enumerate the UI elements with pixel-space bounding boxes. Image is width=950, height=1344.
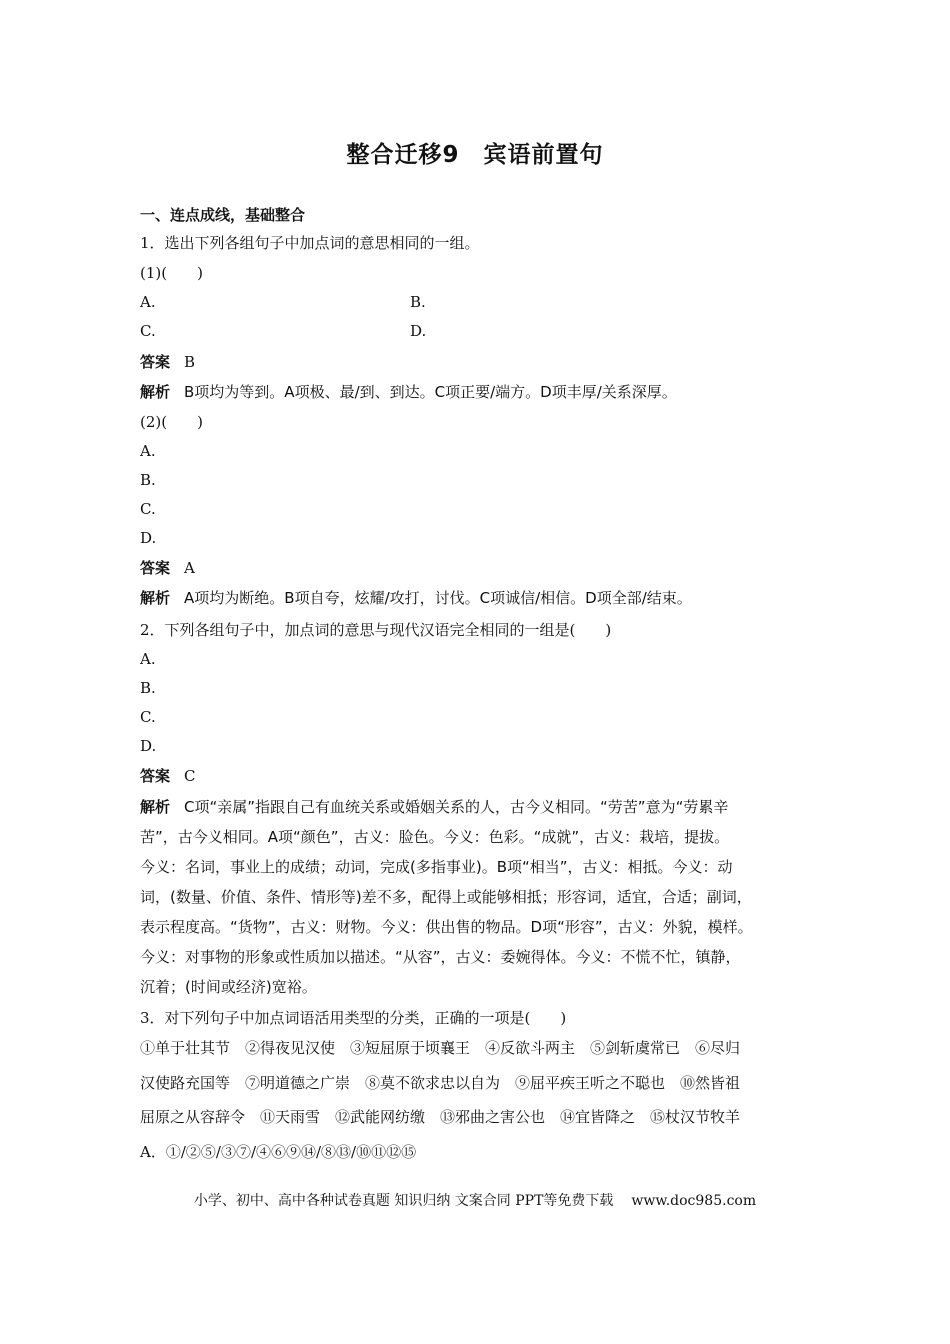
q2-analysis-line-4: 词，(数量、价值、条件、情形等)差不多，配得上或能够相抵；形容词，适宜，合适；副词， [140, 888, 752, 906]
section-heading: 一、连点成线，基础整合 [140, 206, 306, 224]
q1-2-answer [140, 558, 195, 578]
answer-label: 答案 [140, 353, 171, 371]
q1-1-answer [140, 352, 195, 372]
q2-option-d: D. [140, 737, 157, 755]
q3-items-line-1: ①单于壮其节 ②得夜见汉使 ③短屈原于顷襄王 ④反欲斗两主 ⑤剑斩虞常已 ⑥尽归 [140, 1039, 741, 1057]
question-2-stem: 2．下列各组句子中，加点词的意思与现代汉语完全相同的一组是( ) [140, 621, 612, 639]
analysis-label: 解析 [140, 798, 171, 816]
q2-answer [140, 766, 196, 786]
answer-value: B [184, 353, 196, 371]
analysis-label: 解析 [140, 383, 171, 401]
q1-2-option-a: A. [140, 442, 156, 460]
q1-2-option-d: D. [140, 529, 157, 547]
q3-option-a: A．①/②⑤/③⑦/④⑥⑨⑭/⑧⑬/⑩⑪⑫⑮ [140, 1143, 417, 1161]
q2-option-c: C. [140, 708, 156, 726]
question-1-sub-2: (2)( ) [140, 413, 203, 431]
answer-label: 答案 [140, 767, 171, 785]
q2-analysis-line-5: 表示程度高。“货物”，古义：财物。今义：供出售的物品。D项“形容”，古义：外貌，模样。 [140, 918, 753, 936]
q2-analysis-line-6: 今义：对事物的形象或性质加以描述。“从容”，古义：委婉得体。今义：不慌不忙，镇静， [140, 948, 741, 966]
analysis-text: C项“亲属”指跟自己有血统关系或婚姻关系的人，古今义相同。“劳苦”意为“劳累辛 [184, 798, 729, 816]
answer-label: 答案 [140, 559, 171, 577]
q2-analysis-line-7: 沉着；(时间或经济)宽裕。 [140, 978, 317, 996]
q1-1-option-d: D. [410, 322, 427, 340]
q2-analysis-line-3: 今义：名词，事业上的成绩；动词，完成(多指事业)。B项“相当”，古义：相抵。今义：动 [140, 858, 733, 876]
answer-value: A [184, 559, 195, 577]
q1-1-analysis [140, 382, 677, 402]
analysis-label: 解析 [140, 589, 171, 607]
q1-2-option-b: B. [140, 471, 156, 489]
question-1-sub-1: (1)( ) [140, 264, 203, 282]
q2-analysis-line-2: 苦”，古今义相同。A项“颜色”，古义：脸色。今义：色彩。“成就”，古义：栽培，提拔。 [140, 828, 730, 846]
question-3-stem: 3．对下列句子中加点词语活用类型的分类，正确的一项是( ) [140, 1009, 567, 1027]
q2-analysis-line-1 [140, 797, 728, 817]
q1-2-option-c: C. [140, 500, 156, 518]
q1-1-option-b: B. [410, 293, 426, 311]
q3-items-line-3: 屈原之从容辞令 ⑪天雨雪 ⑫武能网纺缴 ⑬邪曲之害公也 ⑭宜皆降之 ⑮杖汉节牧羊 [140, 1108, 741, 1126]
question-1-stem: 1．选出下列各组句子中加点词的意思相同的一组。 [140, 234, 480, 252]
q1-1-option-c: C. [140, 322, 156, 340]
q1-1-option-a: A. [140, 293, 156, 311]
q1-2-analysis [140, 588, 692, 608]
q2-option-a: A. [140, 650, 156, 668]
analysis-text: A项均为断绝。B项自夸，炫耀/攻打，讨伐。C项诚信/相信。D项全部/结束。 [184, 589, 692, 607]
answer-value: C [184, 767, 196, 785]
footer-text: 小学、初中、高中各种试卷真题 知识归纳 文案合同 PPT等免费下载 [193, 1193, 614, 1209]
footer-site-link[interactable]: www.doc985.com [631, 1193, 757, 1209]
analysis-text: B项均为等到。A项极、最/到、到达。C项正要/端方。D项丰厚/关系深厚。 [184, 383, 677, 401]
q2-option-b: B. [140, 679, 156, 697]
page-footer [0, 1190, 950, 1210]
page-title: 整合迁移9 宾语前置句 [346, 142, 604, 168]
q3-items-line-2: 汉使路充国等 ⑦明道德之广崇 ⑧莫不欲求忠以自为 ⑨屈平疾王听之不聪也 ⑩然皆祖 [140, 1074, 741, 1092]
